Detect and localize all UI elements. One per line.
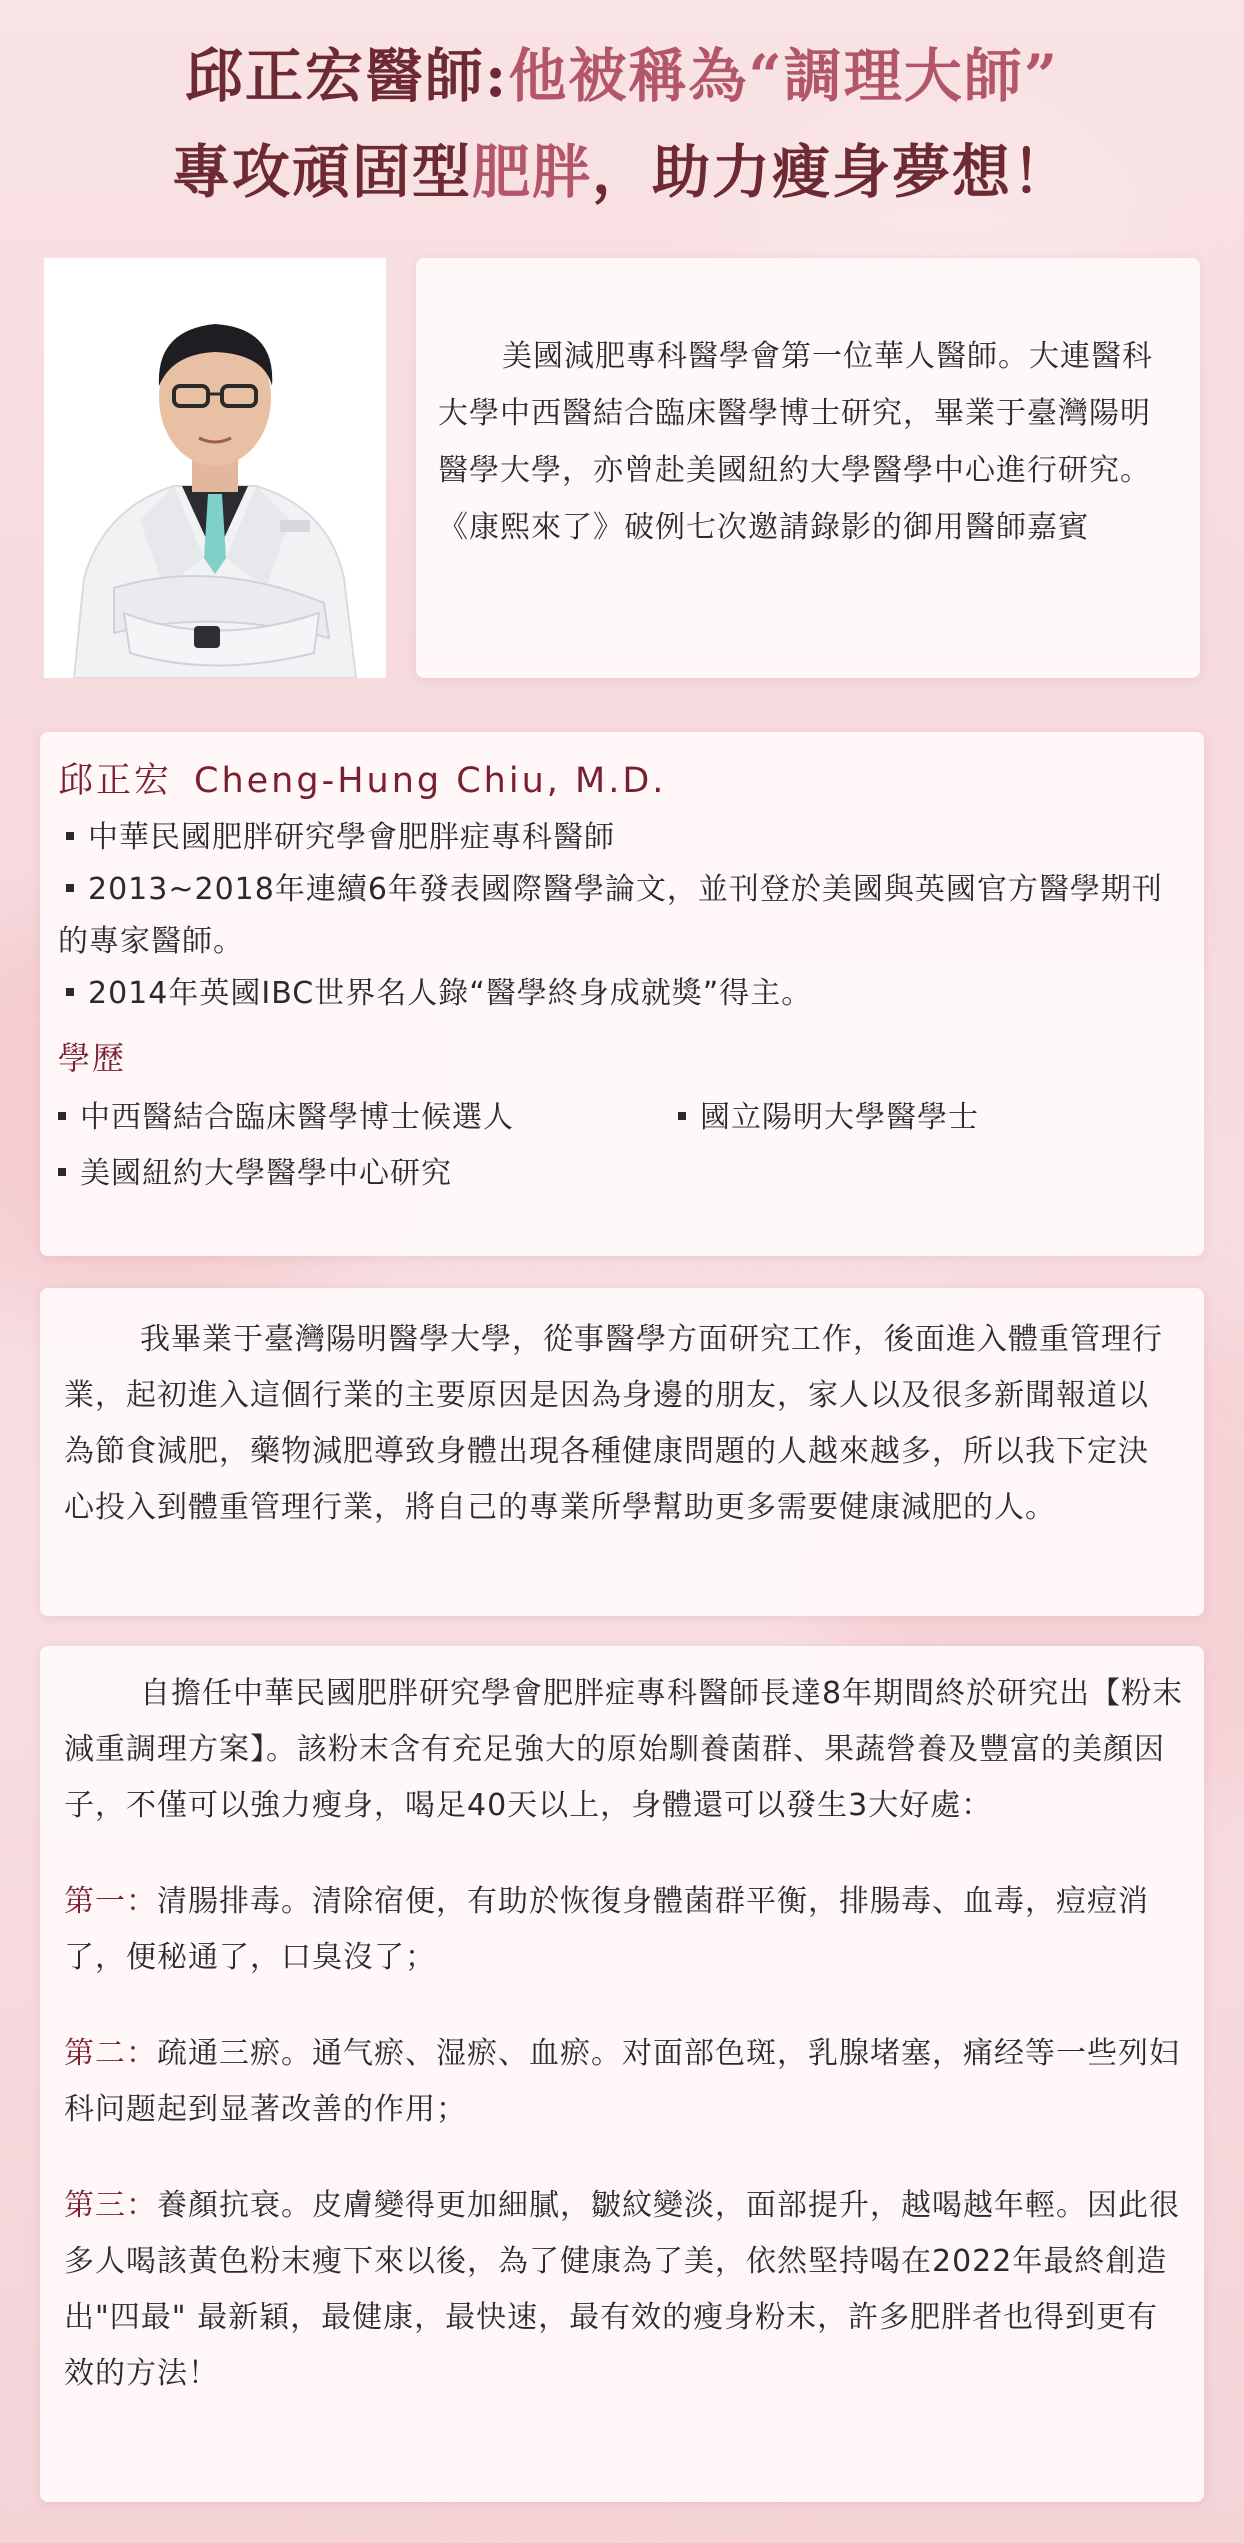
list-item bbox=[58, 1090, 678, 1146]
doctor-name bbox=[58, 750, 1182, 812]
list-item bbox=[678, 1090, 1198, 1146]
bullet-icon bbox=[66, 884, 74, 892]
benefits-card bbox=[40, 1646, 1204, 2502]
benefit-lead: 第三： bbox=[64, 2188, 157, 2223]
credential-text: 2014年英國IBC世界名人錄“醫學終身成就獎”得主。 bbox=[88, 976, 813, 1011]
education-text: 中西醫結合臨床醫學博士候選人 bbox=[80, 1100, 514, 1135]
doctor-name-en: Cheng-Hung Chiu, M.D. bbox=[194, 761, 667, 801]
list-item bbox=[58, 1146, 678, 1202]
bullet-icon bbox=[66, 832, 74, 840]
benefit-text: 清腸排毒。清除宿便，有助於恢復身體菌群平衡，排腸毒、血毒，痘痘消了，便秘通了，口臭沒了； bbox=[64, 1884, 1149, 1975]
education-text: 美國紐約大學醫學中心研究 bbox=[80, 1156, 452, 1191]
list-item bbox=[58, 812, 1182, 864]
benefit-item bbox=[64, 1874, 1184, 1986]
benefit-text: 養顏抗衰。皮膚變得更加細膩，皺紋變淡，面部提升，越喝越年輕。因此很多人喝該黃色粉末瘦下來以後，為了健康為了美，依然堅持喝在2022年最終創造出"四最" 最新穎，最健康，最快速，最有效的瘦身粉末，許多肥胖者也得到更有效的方法！ bbox=[64, 2188, 1180, 2391]
page-title bbox=[0, 28, 1244, 220]
title-specialty: 專攻頑固型 bbox=[171, 138, 472, 206]
education-heading: 學歷 bbox=[58, 1039, 127, 1077]
title-line-1 bbox=[185, 42, 1059, 110]
spacer bbox=[64, 1834, 1184, 1874]
bullet-icon bbox=[58, 1168, 66, 1176]
story-card bbox=[40, 1288, 1204, 1616]
benefit-item bbox=[64, 2178, 1184, 2402]
bullet-icon bbox=[66, 988, 74, 996]
title-tagline: ，助力瘦身夢想！ bbox=[592, 138, 1073, 206]
list-item bbox=[58, 968, 1182, 1020]
title-name: 邱正宏醫師: bbox=[184, 42, 509, 110]
bullet-icon bbox=[58, 1112, 66, 1120]
credential-text: 2013~2018年連續6年發表國際醫學論文，並刊登於美國與英國官方醫學期刊的專家醫師。 bbox=[58, 872, 1163, 959]
title-line-2 bbox=[172, 138, 1072, 206]
bullet-icon bbox=[678, 1112, 686, 1120]
benefit-lead: 第二： bbox=[64, 2036, 157, 2071]
title-highlight: 肥胖 bbox=[471, 138, 592, 206]
benefit-item bbox=[64, 2026, 1184, 2138]
story-text: 我畢業于臺灣陽明醫學大學，從事醫學方面研究工作，後面進入體重管理行業，起初進入這個行業的主要原因是因為身邊的朋友，家人以及很多新聞報道以為節食減肥，藥物減肥導致身體出現各種健康問題的人越來越多，所以我下定決心投入到體重管理行業，將自己的專業所學幫助更多需要健康減肥的人。 bbox=[64, 1322, 1163, 1525]
credential-text: 中華民國肥胖研究學會肥胖症專科醫師 bbox=[88, 820, 615, 855]
benefit-lead: 第一： bbox=[64, 1884, 157, 1919]
intro-card bbox=[416, 258, 1200, 678]
title-nickname: 他被稱為“調理大師” bbox=[508, 42, 1060, 110]
benefit-text: 疏通三瘀。通气瘀、湿瘀、血瘀。对面部色斑，乳腺堵塞，痛经等一些列妇科问题起到显著改善的作用； bbox=[64, 2036, 1180, 2127]
intro-text: 美國減肥專科醫學會第一位華人醫師。大連醫科大學中西醫結合臨床醫學博士研究，畢業于臺灣陽明醫學大學，亦曾赴美國紐約大學醫學中心進行研究。《康熙來了》破例七次邀請錄影的御用醫師嘉賓 bbox=[438, 339, 1153, 545]
credentials-list bbox=[58, 812, 1182, 1020]
education-text: 國立陽明大學醫學士 bbox=[700, 1100, 979, 1135]
benefits-intro: 自擔任中華民國肥胖研究學會肥胖症專科醫師長達8年期間終於研究出【粉末減重調理方案】。該粉末含有充足強大的原始馴養菌群、果蔬營養及豐富的美顏因子，不僅可以強力瘦身，喝足40天以上，身體還可以發生3大好處： bbox=[64, 1676, 1184, 1823]
list-item bbox=[58, 864, 1182, 968]
doctor-name-zh: 邱正宏 bbox=[58, 761, 173, 801]
doctor-photo bbox=[44, 258, 386, 678]
spacer bbox=[64, 1986, 1184, 2026]
profile-card bbox=[40, 732, 1204, 1256]
spacer bbox=[64, 2138, 1184, 2178]
education-list bbox=[58, 1090, 1182, 1202]
